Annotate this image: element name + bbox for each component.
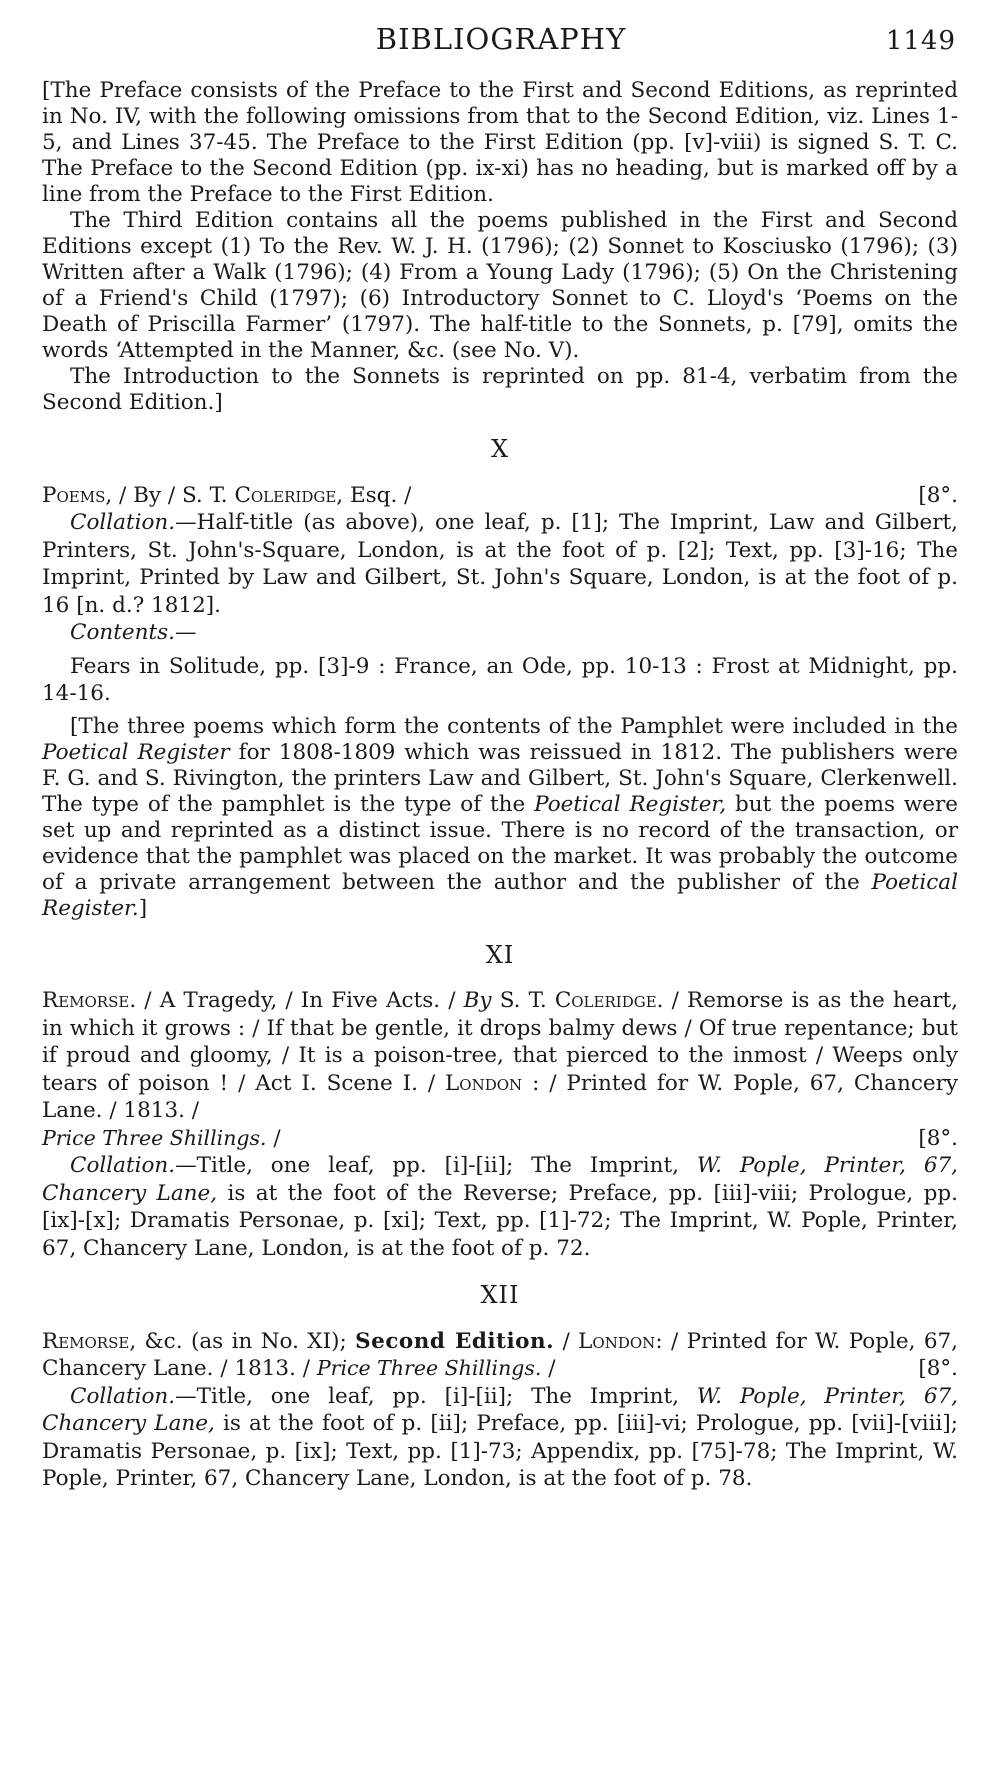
entry-x-note-d: ] [138,895,148,921]
entry-xii-collation-label: Collation. [70,1383,176,1409]
entry-xii-price-tail: / [541,1356,556,1381]
entry-xi-collation-label: Collation. [70,1153,176,1178]
entry-xii [42,1328,958,1493]
entry-xii-collation-a: —Title, one leaf, pp. [i]-[ii]; The Imprint, [175,1383,697,1409]
entry-xii-collation [42,1383,958,1493]
entry-xii-title-a: &c. (as in No. XI); [136,1328,356,1354]
entry-x-note [42,714,958,922]
entry-x-note-b-italic: Poetical Register, [534,791,727,817]
entry-x-collation-label: Collation. [70,510,176,535]
preface-note-paragraph-1: [The Preface consists of the Preface to the First and Second Editions, as reprinted in No. IV, with the following omissions from that to the Second Edition, viz. Lines 1-5, and Lines 37-45. The Preface to the First Edition (pp. [v]-viii) is signed S. T. C. The Preface to the Second Edition (pp. ix-xi) has no heading, but is marked off by a line from the Preface to the First Edition. [42,78,958,207]
entry-xi-format: [8°. [918,1125,958,1151]
entry-xii-edition: Second Edition. [355,1328,555,1354]
entry-x-title-tail: , Esq. / [336,482,412,508]
entry-xi-collation [42,1152,958,1262]
entry-x-note-c-italic: Poetical Register. [42,869,958,921]
section-numeral-x: X [490,435,510,463]
entry-xii-collation-italic: W. Pople, Printer, 67, Chancery Lane, [42,1383,959,1436]
entry-xi-price-tail: / [266,1125,281,1151]
entry-xi-author: Coleridge. [554,988,664,1013]
section-numeral-xi: XI [485,940,515,969]
entry-x-collation-text: —Half-title (as above), one leaf, p. [1]; The Imprint, Law and Gilbert, Printers, St. John's-Square, London, is at the foot of p. [2]; Text, pp. [3]-16; The Imprint, Printed by Law and Gilbert, St. John's Square, London, is at the foot of p. 16 [n. d.? 1812]. [42,510,958,618]
preface-note-paragraph-2: The Third Edition contains all the poems published in the First and Second Editions except (1) To the Rev. W. J. H. (1796); (2) Sonnet to Kosciusko (1796); (3) Written after a Walk (1796); (4) From a Young Lady (1796); (5) On the Christening of a Friend's Child (1797); (6) Introductory Sonnet to C. Lloyd's ‘Poems on the Death of Priscilla Farmer’ (1797). The half-title to the Sonnets, p. [79], omits the words ‘Attempted in the Manner, &c. (see No. V). [42,208,958,363]
entry-x-note-c: but the poems were set up and reprinted as a distinct issue. There is no record of the transaction, or evidence that the pamphlet was placed on the market. It was probably the outcome of a private arrangement between the author and the publisher of the [42,791,959,895]
entry-xii-place: London [578,1328,656,1354]
entry-x-contents-heading: Contents.— [70,620,197,645]
entry-xi-place: London [445,1070,523,1096]
entry-xii-title-b: / [554,1328,579,1354]
section-numeral-xii: XII [480,1281,520,1309]
entry-xi-collation-b: is at the foot of the Reverse; Preface, pp. [iii]-viii; Prologue, pp. [ix]-[x]; Dramatis Personae, p. [xi]; Text, pp. [1]-72; The Imprint, W. Pople, Printer, 67, Chancery Lane, London, is at the foot of p. 72. [42,1180,958,1261]
entry-x-title-word: Poems, [42,482,113,508]
preface-note-paragraph-3: The Introduction to the Sonnets is reprinted on pp. 81-4, verbatim from the Second Edition.] [42,364,958,415]
entry-x-title-rest: / By / S. T. [112,482,235,508]
entry-xii-title [42,1328,958,1383]
entry-xi-collation-a: —Title, one leaf, pp. [i]-[ii]; The Imprint, [175,1153,697,1178]
entry-xi-title-b: S. T. [491,988,555,1013]
entry-xii-format: [8°. [918,1356,958,1381]
running-title: BIBLIOGRAPHY [375,22,627,56]
entry-x-note-a: [The three poems which form the contents of the Pamphlet were included in the [70,713,958,739]
entry-x-note-a-italic: Poetical Register [42,739,230,765]
entry-xii-title-c: : / Printed for W. Pople, 67, Chancery Lane. / 1813. / [42,1328,959,1381]
entry-xi-title-d: : / Printed for W. Pople, 67, Chancery Lane. / 1813. / [42,1070,959,1123]
entry-xi-price: Price Three Shillings. [42,1125,267,1150]
entry-x-format: [8°. [918,482,958,508]
page-body [42,78,958,1493]
entry-xii-price: Price Three Shillings. [316,1356,542,1380]
entry-xi-title-word: Remorse. [42,988,137,1013]
entry-x-collation [42,509,958,619]
entry-x-contents-text: Fears in Solitude, pp. [3]-9 : France, an Ode, pp. 10-13 : Frost at Midnight, pp. 14-16. [42,653,958,706]
entry-xii-title-word: Remorse, [42,1328,137,1354]
entry-xi-collation-italic: W. Pople, Printer, 67, Chancery Lane, [42,1153,959,1206]
entry-x-contents-label [42,619,958,647]
entry-x-title [42,482,958,510]
entry-xi-title [42,987,958,1125]
preface-note [42,78,958,416]
entry-xi-title-a: / A Tragedy, / In Five Acts. / [136,988,464,1013]
entry-xi-title-c: / Remorse is as the heart, in which it grows : / If that be gentle, it drops balmy dews / Of true repentance; but if proud and gloomy, / It is a poison-tree, that pierced to the inmost / Weeps only tears of poison ! / Act I. Scene I. / [42,988,958,1096]
entry-xii-collation-b: is at the foot of p. [ii]; Preface, pp. [iii]-vi; Prologue, pp. [vii]-[viii]; Dramatis Personae, p. [ix]; Text, pp. [1]-73; Appendix, pp. [75]-78; The Imprint, W. Pople, Printer, 67, Chancery Lane, London, is at the foot of p. 78. [42,1411,958,1491]
entry-x-note-b: for 1808-1809 which was reissued in 1812. The publishers were F. G. and S. Rivington, the printers Law and Gilbert, St. John's Square, Clerkenwell. The type of the pamphlet is the type of the [42,739,958,817]
entry-x-author: Coleridge [234,482,337,508]
entry-xi-title-by: By [463,988,492,1013]
entry-x [42,482,958,922]
page-number: 1149 [885,26,956,56]
entry-xi-price-line [42,1125,958,1153]
entry-xi [42,987,958,1262]
page-header [42,14,960,66]
